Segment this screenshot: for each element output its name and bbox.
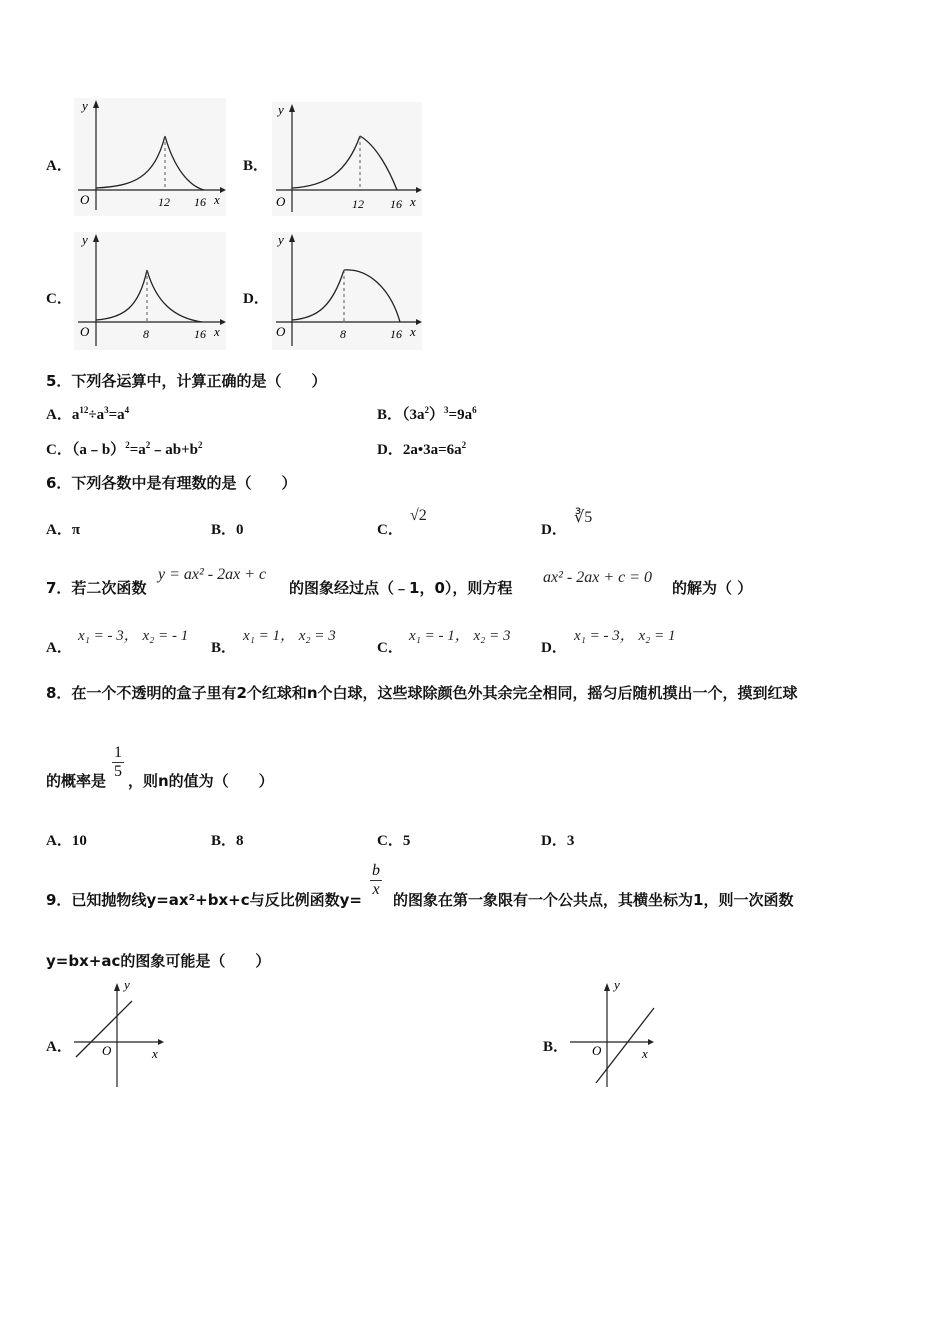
q9-graph-b	[566, 975, 666, 1090]
svg-text:O: O	[592, 1043, 602, 1058]
q6-option-b[interactable]: B．0	[211, 522, 244, 538]
q6-d-value: ∛5	[574, 509, 593, 526]
svg-text:x: x	[152, 1046, 158, 1061]
q7-stem-post: 的解为（ ）	[672, 579, 753, 597]
tick-12: 12	[158, 195, 170, 209]
q9-graph-a	[70, 975, 170, 1090]
svg-text:16: 16	[390, 327, 402, 341]
svg-text:y: y	[82, 232, 88, 247]
q7-option-b[interactable]: B．	[211, 640, 237, 656]
svg-text:O: O	[276, 324, 286, 339]
q7-d-value: x₁ = - 3， x₂ = 1	[574, 628, 676, 644]
option-d-label: D．	[243, 291, 269, 307]
q9-stem-line1-pre: 9．已知抛物线y=ax²+bx+c与反比例函数y=	[46, 891, 362, 909]
svg-text:x: x	[642, 1046, 648, 1061]
curve	[96, 136, 165, 188]
q7-equation: ax² - 2ax + c = 0	[543, 569, 653, 586]
curve	[292, 136, 360, 188]
q8-option-b[interactable]: B．8	[211, 833, 244, 849]
q7-c-value: x₁ = - 1， x₂ = 3	[409, 628, 511, 644]
option-c-label: C．	[46, 291, 72, 307]
svg-text:x: x	[410, 194, 416, 209]
option-a-label: A．	[46, 158, 72, 174]
q9-option-a-label[interactable]: A．	[46, 1039, 72, 1055]
q8-stem-line2-pre: 的概率是	[46, 772, 107, 790]
q6-option-c[interactable]: C．	[377, 522, 403, 538]
svg-text:12: 12	[352, 197, 364, 211]
svg-text:8: 8	[340, 327, 346, 341]
q5-option-c[interactable]: C．$(a﹣b)^2=a^2﹣ab+b^2$	[46, 440, 203, 458]
q5-option-d[interactable]: D．$2a•3a=6a^2$	[377, 440, 467, 458]
q7-stem-pre: 7．若二次函数	[46, 579, 147, 597]
svg-text:x: x	[214, 192, 220, 207]
svg-text:O: O	[276, 194, 286, 209]
q7-option-d[interactable]: D．	[541, 640, 567, 656]
graph-c-svg	[74, 232, 226, 350]
q8-stem-line2-post: ，则n的值为（ ）	[128, 772, 274, 790]
option-b-label: B．	[243, 158, 269, 174]
graph-b	[272, 102, 422, 216]
graph-b-svg	[272, 102, 422, 216]
q6-stem: 6．下列各数中是有理数的是（ ）	[46, 474, 297, 492]
svg-text:y: y	[278, 232, 284, 247]
q7-option-a[interactable]: A．	[46, 640, 72, 656]
svg-text:y: y	[278, 102, 284, 117]
graph-a-svg	[74, 98, 226, 216]
q6-c-value: √2	[410, 507, 427, 524]
svg-text:x: x	[410, 324, 416, 339]
q7-b-value: x₁ = 1， x₂ = 3	[243, 628, 336, 644]
q8-fraction: $\frac{1}{5}$	[114, 744, 122, 780]
q7-a-value: x₁ = - 3， x₂ = - 1	[78, 628, 189, 644]
q5-option-b[interactable]: B．$(3a^2)^3=9a^6$	[377, 405, 477, 423]
q8-stem-line1: 8．在一个不透明的盒子里有2个红球和n个白球，这些球除颜色外其余完全相同，摇匀后随机摸出一个，摸到红球	[46, 684, 798, 702]
q6-option-d[interactable]: D．	[541, 522, 567, 538]
q9-stem-line2: y=bx+ac的图象可能是（ ）	[46, 952, 271, 970]
svg-text:x: x	[214, 324, 220, 339]
q9-fraction: $\frac{b}{x}$	[372, 862, 380, 898]
svg-text:16: 16	[390, 197, 402, 211]
q9-stem-line1-post: 的图象在第一象限有一个公共点，其横坐标为1，则一次函数	[393, 891, 794, 909]
svg-text:y: y	[124, 977, 130, 992]
graph-c	[74, 232, 226, 350]
q8-option-a[interactable]: A．10	[46, 833, 87, 849]
graph-a	[74, 98, 226, 216]
svg-text:y: y	[614, 977, 620, 992]
svg-text:16: 16	[194, 327, 206, 341]
svg-text:8: 8	[143, 327, 149, 341]
origin-label: O	[80, 192, 90, 207]
graph-d	[272, 232, 422, 350]
q8-option-c[interactable]: C．5	[377, 833, 411, 849]
tick-16: 16	[194, 195, 206, 209]
svg-text:O: O	[80, 324, 90, 339]
q5-stem: 5．下列各运算中，计算正确的是（ ）	[46, 372, 327, 390]
q7-option-c[interactable]: C．	[377, 640, 403, 656]
svg-text:y: y	[82, 98, 88, 113]
q7-function: y = ax² - 2ax + c	[158, 566, 267, 583]
graph-d-svg	[272, 232, 422, 350]
q7-stem-mid: 的图象经过点（﹣1，0），则方程	[289, 579, 513, 597]
q5-option-a[interactable]: A．$a^{12}\div a^3=a^4$	[46, 405, 130, 423]
q9-option-b-label[interactable]: B．	[543, 1039, 569, 1055]
q8-option-d[interactable]: D．3	[541, 833, 575, 849]
q6-option-a[interactable]: A．π	[46, 522, 81, 538]
svg-text:O: O	[102, 1043, 112, 1058]
